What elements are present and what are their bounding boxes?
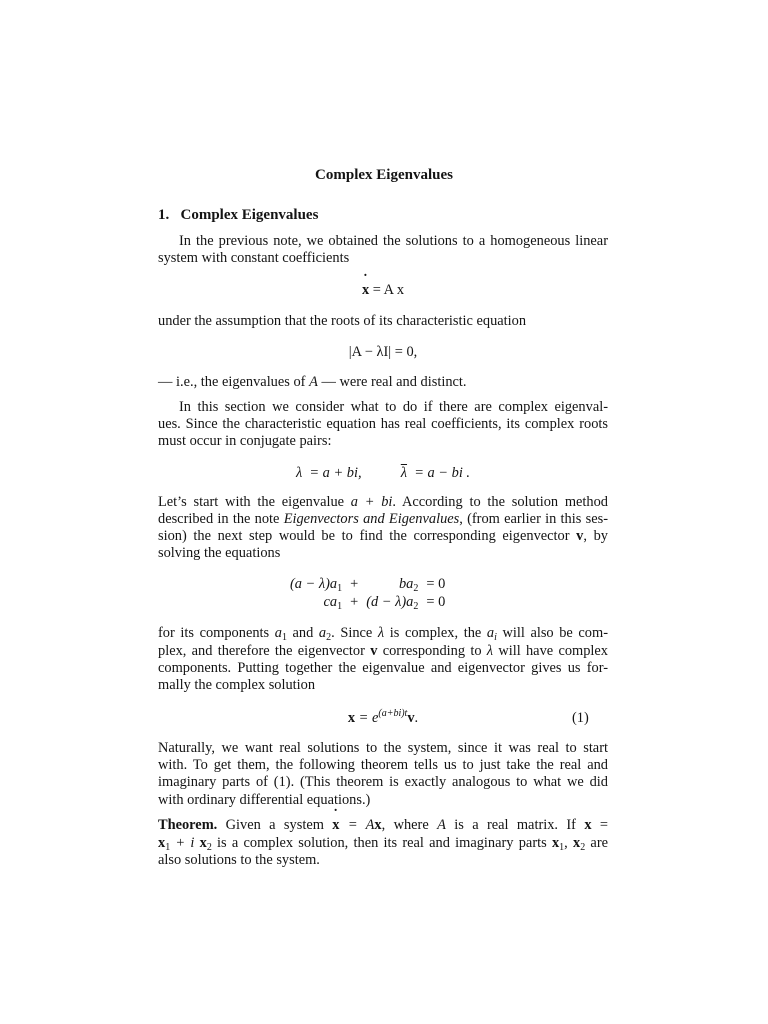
theorem-text: is a complex solution, then its real and imaginary parts bbox=[211, 835, 552, 851]
para3-line bbox=[158, 374, 608, 392]
para7-line1: Naturally, we want real solutions to the system, since it was real to start bbox=[158, 740, 608, 756]
eigenvector-symbol: v bbox=[370, 643, 378, 659]
matrix-a: A bbox=[437, 817, 446, 833]
subscript: 2 bbox=[580, 842, 586, 853]
para3-var: A bbox=[309, 374, 318, 390]
para6-text: corresponding to bbox=[377, 643, 487, 659]
x-dot-symbol: ˙ x bbox=[332, 817, 339, 835]
para5-text: . According to the solution method bbox=[392, 494, 609, 510]
term: (a − λ)a bbox=[290, 576, 338, 592]
var-a: a bbox=[486, 625, 495, 641]
subscript: 1 bbox=[337, 583, 343, 594]
section-number: 1. bbox=[158, 207, 170, 223]
lambda-bar-symbol: $\overline{\lambda}$ bbox=[400, 465, 408, 481]
vector-x: x bbox=[158, 835, 166, 851]
operator: + bbox=[350, 593, 359, 610]
equation-number: (1) bbox=[572, 710, 589, 726]
var-a: a bbox=[318, 625, 327, 641]
para6-text: will also be com- bbox=[496, 625, 608, 641]
note-reference: Eigenvectors and Eigenvalues bbox=[283, 511, 460, 527]
para6-text: for its components bbox=[158, 625, 275, 641]
vector-x: x bbox=[199, 835, 207, 851]
theorem-label: Theorem. bbox=[158, 817, 218, 833]
subscript: 2 bbox=[413, 583, 419, 594]
section-title: Complex Eigenvalues bbox=[180, 207, 319, 223]
linear-system-row-1 bbox=[286, 576, 449, 594]
para6-line2 bbox=[158, 643, 608, 661]
para5-text: sion) the next step would be to find the corresponding eigenvector bbox=[158, 528, 577, 544]
para2-line: under the assumption that the roots of its characteristic equation bbox=[158, 313, 527, 329]
eigenvector-symbol: v bbox=[407, 710, 415, 726]
complex-solution-equation bbox=[158, 710, 608, 728]
theorem-text: Given a system bbox=[217, 817, 333, 833]
theorem-text: = bbox=[591, 817, 609, 833]
theorem-line1 bbox=[158, 817, 608, 835]
exponent: (a+bi)t bbox=[378, 708, 408, 719]
equals-zero: = 0 bbox=[426, 576, 446, 592]
para5-text: , by bbox=[583, 528, 608, 544]
para5-line3 bbox=[158, 528, 608, 546]
period: . bbox=[414, 710, 419, 726]
para6-text: . Since bbox=[331, 625, 378, 641]
para3-lead: — i.e., the eigenvalues of bbox=[158, 374, 310, 390]
vector-x: x bbox=[374, 817, 382, 833]
para7-line2: with. To get them, the following theorem tells us to just take the real and bbox=[158, 757, 608, 773]
para1-line1: In the previous note, we obtained the solutions to a homogeneous linear bbox=[179, 233, 608, 249]
solution-x: x bbox=[347, 710, 356, 726]
subscript: 2 bbox=[206, 842, 212, 853]
vector-x: x bbox=[584, 817, 592, 833]
subscript: 2 bbox=[413, 600, 419, 612]
subscript: 1 bbox=[337, 600, 343, 612]
subscript: 1 bbox=[165, 842, 171, 853]
para5-line4: solving the equations bbox=[158, 545, 281, 561]
lambda-symbol: λ bbox=[295, 465, 303, 481]
linear-system-row-2 bbox=[286, 594, 449, 612]
theorem-text: , where bbox=[381, 817, 438, 833]
subscript: 1 bbox=[559, 842, 565, 853]
para4-line3: must occur in conjugate pairs: bbox=[158, 433, 332, 449]
para5-text: , (from earlier in this ses- bbox=[459, 511, 608, 527]
theorem-line2 bbox=[158, 835, 608, 853]
vector-x: x bbox=[551, 835, 560, 851]
para6-line3: components. Putting together the eigenvalue and eigenvector gives us for- bbox=[158, 660, 608, 676]
para7-line4: with ordinary differential equations.) bbox=[158, 792, 371, 808]
theorem-text: + i bbox=[170, 835, 200, 851]
theorem-text: is a real matrix. If bbox=[445, 817, 585, 833]
para5-line2 bbox=[158, 511, 608, 529]
para5-text: described in the note bbox=[158, 511, 284, 527]
theorem-line3: also solutions to the system. bbox=[158, 852, 320, 868]
lambda-symbol: λ bbox=[486, 643, 494, 659]
theorem-text: are bbox=[585, 835, 609, 851]
x-dot-symbol: ˙ x bbox=[362, 282, 369, 300]
subscript: 1 bbox=[281, 632, 287, 643]
para7-line3: imaginary parts of (1). (This theorem is exactly analogous to what we did bbox=[158, 774, 608, 790]
eigenvector-symbol: v bbox=[576, 528, 584, 544]
var-a: a bbox=[274, 625, 282, 641]
subscript: i bbox=[494, 632, 497, 643]
term: ba bbox=[398, 576, 414, 592]
para4-line1: In this section we consider what to do if there are complex eigenval- bbox=[179, 399, 608, 415]
equation-system bbox=[158, 282, 608, 300]
para6-line1 bbox=[158, 625, 608, 643]
subscript: 2 bbox=[326, 632, 332, 643]
theorem-text: = A bbox=[339, 817, 375, 833]
para4-line2: ues. Since the characteristic equation has real coefficients, its complex roots bbox=[158, 416, 608, 432]
theorem-text: , bbox=[564, 835, 573, 851]
term: (d − λ)a bbox=[366, 593, 414, 610]
para6-text: is complex, the bbox=[384, 625, 487, 641]
para6-text: will have complex bbox=[493, 643, 608, 659]
equals-zero: = 0 bbox=[426, 593, 446, 610]
term: ca bbox=[323, 593, 338, 610]
operator: + bbox=[350, 576, 359, 592]
section-heading bbox=[158, 207, 318, 225]
para6-text: plex, and therefore the eigenvector bbox=[158, 643, 371, 659]
characteristic-equation: |A − λI| = 0, bbox=[348, 344, 418, 360]
vector-x: x bbox=[573, 835, 581, 851]
lambda-value: = a + bi, bbox=[309, 465, 362, 481]
para1-line2: system with constant coefficients bbox=[158, 250, 350, 266]
linear-system bbox=[286, 576, 449, 611]
exponential-base: = e bbox=[355, 710, 379, 726]
para5-text: Let’s start with the eigenvalue bbox=[158, 494, 351, 510]
conjugate-pair-equation bbox=[158, 465, 608, 483]
lambda-bar-value: = a − bi . bbox=[414, 465, 471, 481]
para3-tail: — were real and distinct. bbox=[317, 374, 467, 390]
para6-line4: mally the complex solution bbox=[158, 677, 316, 693]
para5-eigenvalue: a + bi bbox=[350, 494, 393, 510]
equation-system-rhs: = A x bbox=[372, 282, 405, 298]
document-title: Complex Eigenvalues bbox=[315, 167, 453, 183]
para6-text: and bbox=[286, 625, 319, 641]
lambda-symbol: λ bbox=[377, 625, 385, 641]
para5-line1 bbox=[158, 494, 608, 512]
